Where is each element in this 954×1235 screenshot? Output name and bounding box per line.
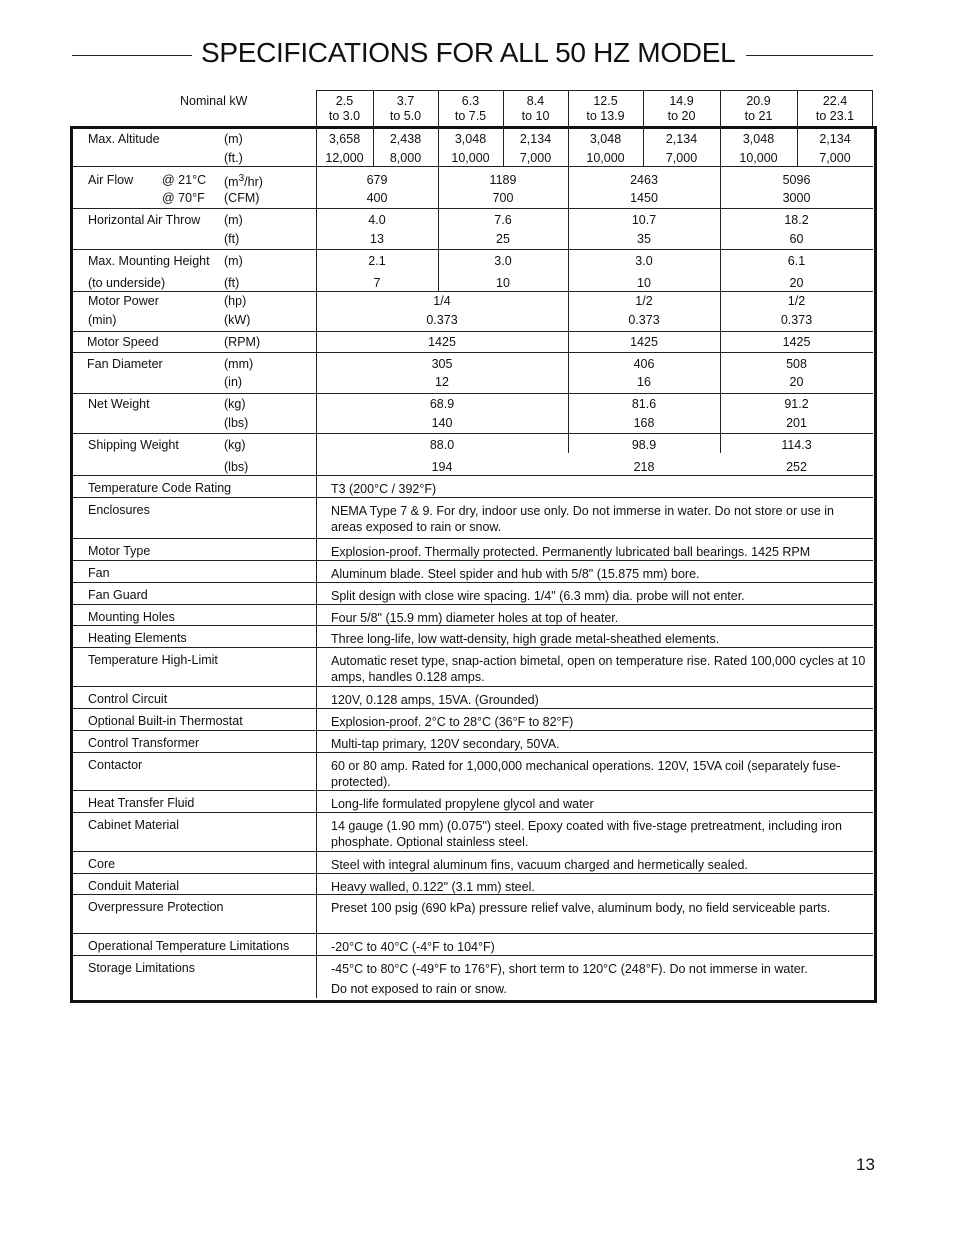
altitude-ft-value: 10,000 [451, 151, 490, 165]
row-divider [72, 393, 873, 394]
row-divider [72, 475, 873, 476]
spec-label: Heating Elements [88, 631, 187, 645]
airflow-unit-part: /hr) [244, 175, 263, 190]
diameter-value-alt: 12 [435, 375, 449, 389]
net-weight-label: Net Weight [88, 397, 150, 411]
diameter-value: 508 [786, 357, 807, 371]
row-divider [72, 647, 873, 648]
mount-value-alt: 20 [789, 276, 804, 290]
nominal-label: Nominal kW [180, 94, 248, 108]
nominal-kw-range: 6.3 [461, 94, 480, 108]
power-label-sub: (min) [88, 313, 117, 327]
airflow-unit-part: 3 [238, 173, 245, 184]
nominal-divider [438, 90, 439, 126]
nominal-kw-range-to: to 20 [667, 109, 696, 123]
airflow-value-alt: 700 [492, 191, 514, 205]
row-divider [72, 331, 873, 332]
nominal-kw-range-to: to 10 [521, 109, 550, 123]
ship-value-alt: 252 [786, 460, 807, 474]
row-divider [72, 249, 873, 250]
spec-value: Steel with integral aluminum fins, vacuum charged and hermetically sealed. [331, 858, 748, 872]
spec-value: Explosion-proof. Thermally protected. Permanently lubricated ball bearings. 1425 RPM [331, 545, 811, 559]
altitude-m-value: 3,048 [454, 132, 487, 146]
row-divider [72, 752, 873, 753]
title-bar [72, 36, 873, 76]
power-label: Motor Power [88, 294, 159, 308]
spec-label: Fan Guard [88, 588, 148, 602]
spec-value: 120V, 0.128 amps, 15VA. (Grounded) [331, 693, 539, 707]
row-divider [72, 352, 873, 353]
throw-label: Horizontal Air Throw [88, 213, 201, 227]
nominal-kw-range-to: to 23.1 [815, 109, 855, 123]
spec-label: Temperature High-Limit [88, 653, 218, 667]
row-divider [72, 560, 873, 561]
nominal-divider [373, 90, 374, 126]
spec-value: Split design with close wire spacing. 1/4" (6.3 mm) dia. probe will not enter. [331, 589, 745, 603]
row-divider [72, 730, 873, 731]
power-value: 1/2 [635, 294, 653, 308]
spec-label: Optional Built-in Thermostat [88, 714, 243, 728]
power-value: 1/4 [433, 294, 451, 308]
altitude-ft-value: 10,000 [586, 151, 625, 165]
airflow-unit-cfm: (CFM) [224, 191, 260, 205]
power-value-alt: 0.373 [426, 313, 458, 327]
altitude-ft-value: 7,000 [665, 151, 698, 165]
ship-value-alt: 218 [633, 460, 655, 474]
net-value: 81.6 [631, 397, 657, 411]
spec-value: T3 (200°C / 392°F) [331, 482, 437, 496]
nominal-kw-range-to: to 3.0 [328, 109, 361, 123]
row-divider [72, 955, 873, 956]
spec-label: Fan [88, 566, 110, 580]
row-divider [72, 604, 873, 605]
net-value: 91.2 [784, 397, 809, 411]
diameter-label: Fan Diameter [87, 357, 163, 371]
nominal-kw-range: 20.9 [746, 94, 771, 108]
throw-value-alt: 13 [370, 232, 384, 246]
airflow-value: 2463 [630, 173, 658, 187]
row-divider [72, 686, 873, 687]
altitude-m-value: 3,048 [589, 132, 622, 146]
ship-unit-kg: (kg) [224, 438, 246, 452]
nominal-kw-range: 14.9 [669, 94, 694, 108]
spec-label: Cabinet Material [88, 818, 180, 832]
throw-unit-m: (m) [224, 213, 243, 227]
nominal-kw-range-to: to 5.0 [389, 109, 422, 123]
nominal-divider [720, 90, 721, 126]
spec-value: -45°C to 80°C (-49°F to 176°F), short term to 120°C (248°F). Do not immerse in water. [331, 962, 808, 976]
mount-value-alt: 7 [373, 276, 381, 290]
row-divider [72, 812, 873, 813]
throw-unit-ft: (ft) [224, 232, 240, 246]
spec-value: Heavy walled, 0.122" (3.1 mm) steel. [331, 880, 535, 894]
row-divider [72, 851, 873, 852]
airflow-unit-m3hr [224, 171, 263, 190]
spec-label: Heat Transfer Fluid [88, 796, 195, 810]
power-unit-kw: (kW) [224, 313, 251, 327]
airflow-label: Air Flow [88, 173, 134, 187]
altitude-m-value: 2,134 [519, 132, 552, 146]
spec-label: Mounting Holes [88, 610, 175, 624]
spec-value-cont: Do not exposed to rain or snow. [331, 982, 507, 996]
net-unit-lbs: (lbs) [224, 416, 249, 430]
altitude-ft-value: 7,000 [819, 151, 851, 165]
title-rule-right [746, 55, 873, 56]
altitude-m-value: 3,048 [742, 132, 775, 146]
page-title: SPECIFICATIONS FOR ALL 50 HZ MODEL [201, 37, 736, 68]
diameter-value-alt: 20 [789, 375, 804, 389]
nominal-divider [643, 90, 644, 126]
nominal-kw-range-to: to 21 [744, 109, 773, 123]
altitude-unit-ft: (ft.) [224, 151, 243, 165]
spec-label: Conduit Material [88, 879, 180, 893]
airflow-value-alt: 3000 [782, 191, 811, 205]
spec-value: Explosion-proof. 2°C to 28°C (36°F to 82°F) [331, 715, 574, 729]
nominal-divider [503, 90, 504, 126]
airflow-value-alt: 400 [366, 191, 388, 205]
page-number: 13 [856, 1155, 875, 1174]
diameter-unit-in: (in) [224, 375, 243, 389]
speed-label: Motor Speed [87, 335, 159, 349]
nominal-divider [797, 90, 798, 126]
ship-value: 88.0 [429, 438, 455, 452]
ship-value: 114.3 [781, 438, 812, 452]
mount-value-alt: 10 [496, 276, 510, 290]
spec-label: Operational Temperature Limitations [88, 939, 290, 953]
altitude-ft-value: 8,000 [389, 151, 422, 165]
altitude-unit-m: (m) [224, 132, 243, 146]
row-divider [72, 873, 873, 874]
row-divider [72, 582, 873, 583]
spec-label: Storage Limitations [88, 961, 196, 975]
spec-label: Motor Type [88, 544, 151, 558]
net-value-alt: 168 [633, 416, 655, 430]
net-value-alt: 140 [431, 416, 453, 430]
airflow-temp-c: @ 21°C [162, 173, 207, 187]
airflow-value-alt: 1450 [630, 191, 658, 205]
row-divider [72, 538, 873, 539]
power-value: 1/2 [787, 294, 806, 308]
spec-value: -20°C to 40°C (-4°F to 104°F) [331, 940, 495, 954]
nominal-kw-range: 2.5 [335, 94, 354, 108]
ship-value: 98.9 [631, 438, 657, 452]
throw-value: 10.7 [631, 213, 657, 227]
mount-label-sub: (to underside) [88, 276, 166, 290]
power-value-alt: 0.373 [628, 313, 660, 327]
mount-value: 6.1 [787, 254, 806, 268]
throw-value: 4.0 [368, 213, 386, 227]
throw-value: 7.6 [494, 213, 512, 227]
net-value: 68.9 [429, 397, 455, 411]
spec-value: Automatic reset type, snap-action bimetal, open on temperature rise. Rated 100,000 cycles at 10 amps, handles 0.128 amps. [331, 654, 866, 684]
row-divider [72, 208, 873, 209]
airflow-value: 679 [366, 173, 388, 187]
throw-value-alt: 35 [637, 232, 651, 246]
throw-value-alt: 60 [789, 232, 804, 246]
mount-value: 3.0 [494, 254, 512, 268]
power-value-alt: 0.373 [780, 313, 813, 327]
row-divider [72, 708, 873, 709]
nominal-kw-range: 3.7 [396, 94, 415, 108]
row-divider [72, 433, 873, 434]
ship-value-alt: 194 [431, 460, 453, 474]
spec-value: Multi-tap primary, 120V secondary, 50VA. [331, 737, 560, 751]
mount-unit-m: (m) [224, 254, 243, 268]
spec-value: Aluminum blade. Steel spider and hub with 5/8" (15.875 mm) bore. [331, 567, 700, 581]
spec-label: Core [88, 857, 116, 871]
airflow-temp-f: @ 70°F [162, 191, 205, 205]
spec-value: 14 gauge (1.90 mm) (0.075") steel. Epoxy coated with five-stage pretreatment, including iron phosphate. Optional stainless steel. [331, 819, 842, 849]
altitude-label: Max. Altitude [88, 132, 160, 146]
nominal-divider [568, 90, 569, 126]
altitude-m-value: 3,658 [328, 132, 361, 146]
nominal-kw-range: 22.4 [822, 94, 848, 108]
spec-label: Enclosures [88, 503, 150, 517]
spec-value: Long-life formulated propylene glycol and water [331, 797, 594, 811]
spec-value: Four 5/8" (15.9 mm) diameter holes at top of heater. [331, 611, 619, 625]
altitude-m-value: 2,134 [665, 132, 698, 146]
airflow-value: 5096 [782, 173, 811, 187]
net-value-alt: 201 [786, 416, 807, 430]
title-rule-left [72, 55, 192, 56]
diameter-value: 406 [633, 357, 655, 371]
mount-value: 3.0 [635, 254, 653, 268]
altitude-ft-value: 12,000 [325, 151, 364, 165]
nominal-kw-range: 12.5 [593, 94, 618, 108]
row-divider [72, 790, 873, 791]
power-unit-hp: (hp) [224, 294, 247, 308]
spec-label: Control Circuit [88, 692, 168, 706]
altitude-ft-value: 10,000 [739, 151, 778, 165]
diameter-value-alt: 16 [637, 375, 651, 389]
throw-value-alt: 25 [496, 232, 510, 246]
row-divider [72, 933, 873, 934]
altitude-m-value: 2,438 [389, 132, 422, 146]
altitude-m-value: 2,134 [819, 132, 851, 146]
spec-value: 60 or 80 amp. Rated for 1,000,000 mechanical operations. 120V, 15VA coil (separately fuse-protected). [331, 759, 841, 789]
row-divider [72, 497, 873, 498]
speed-value: 1425 [782, 335, 811, 349]
spec-value: Three long-life, low watt-density, high grade metal-sheathed elements. [331, 632, 720, 646]
nominal-kw-range-to: to 13.9 [586, 109, 625, 123]
airflow-unit-part: (m [224, 175, 239, 190]
speed-value: 1425 [428, 335, 456, 349]
mount-value: 2.1 [368, 254, 386, 268]
mount-value-alt: 10 [637, 276, 651, 290]
spec-value: NEMA Type 7 & 9. For dry, indoor use only. Do not immerse in water. Do not store or use in areas exposed to rain or snow. [331, 504, 835, 534]
nominal-kw-range-to: to 7.5 [454, 109, 487, 123]
throw-value: 18.2 [784, 213, 809, 227]
spec-label: Overpressure Protection [88, 900, 224, 914]
spec-label: Control Transformer [88, 736, 200, 750]
diameter-unit-mm: (mm) [224, 357, 254, 371]
speed-value: 1425 [630, 335, 658, 349]
mount-label: Max. Mounting Height [88, 254, 210, 268]
row-divider [72, 166, 873, 167]
spec-value: Preset 100 psig (690 kPa) pressure relief valve, aluminum body, no field serviceable parts. [331, 901, 831, 915]
airflow-value: 1189 [489, 173, 517, 187]
altitude-ft-value: 7,000 [519, 151, 552, 165]
net-unit-kg: (kg) [224, 397, 246, 411]
ship-unit-lbs: (lbs) [224, 460, 249, 474]
spec-label: Contactor [88, 758, 143, 772]
diameter-value: 305 [431, 357, 453, 371]
row-divider [72, 291, 873, 292]
nominal-kw-range: 8.4 [526, 94, 545, 108]
ship-weight-label: Shipping Weight [88, 438, 179, 452]
spec-label: Temperature Code Rating [88, 481, 232, 495]
mount-unit-ft: (ft) [224, 276, 240, 290]
speed-unit: (RPM) [224, 335, 261, 349]
